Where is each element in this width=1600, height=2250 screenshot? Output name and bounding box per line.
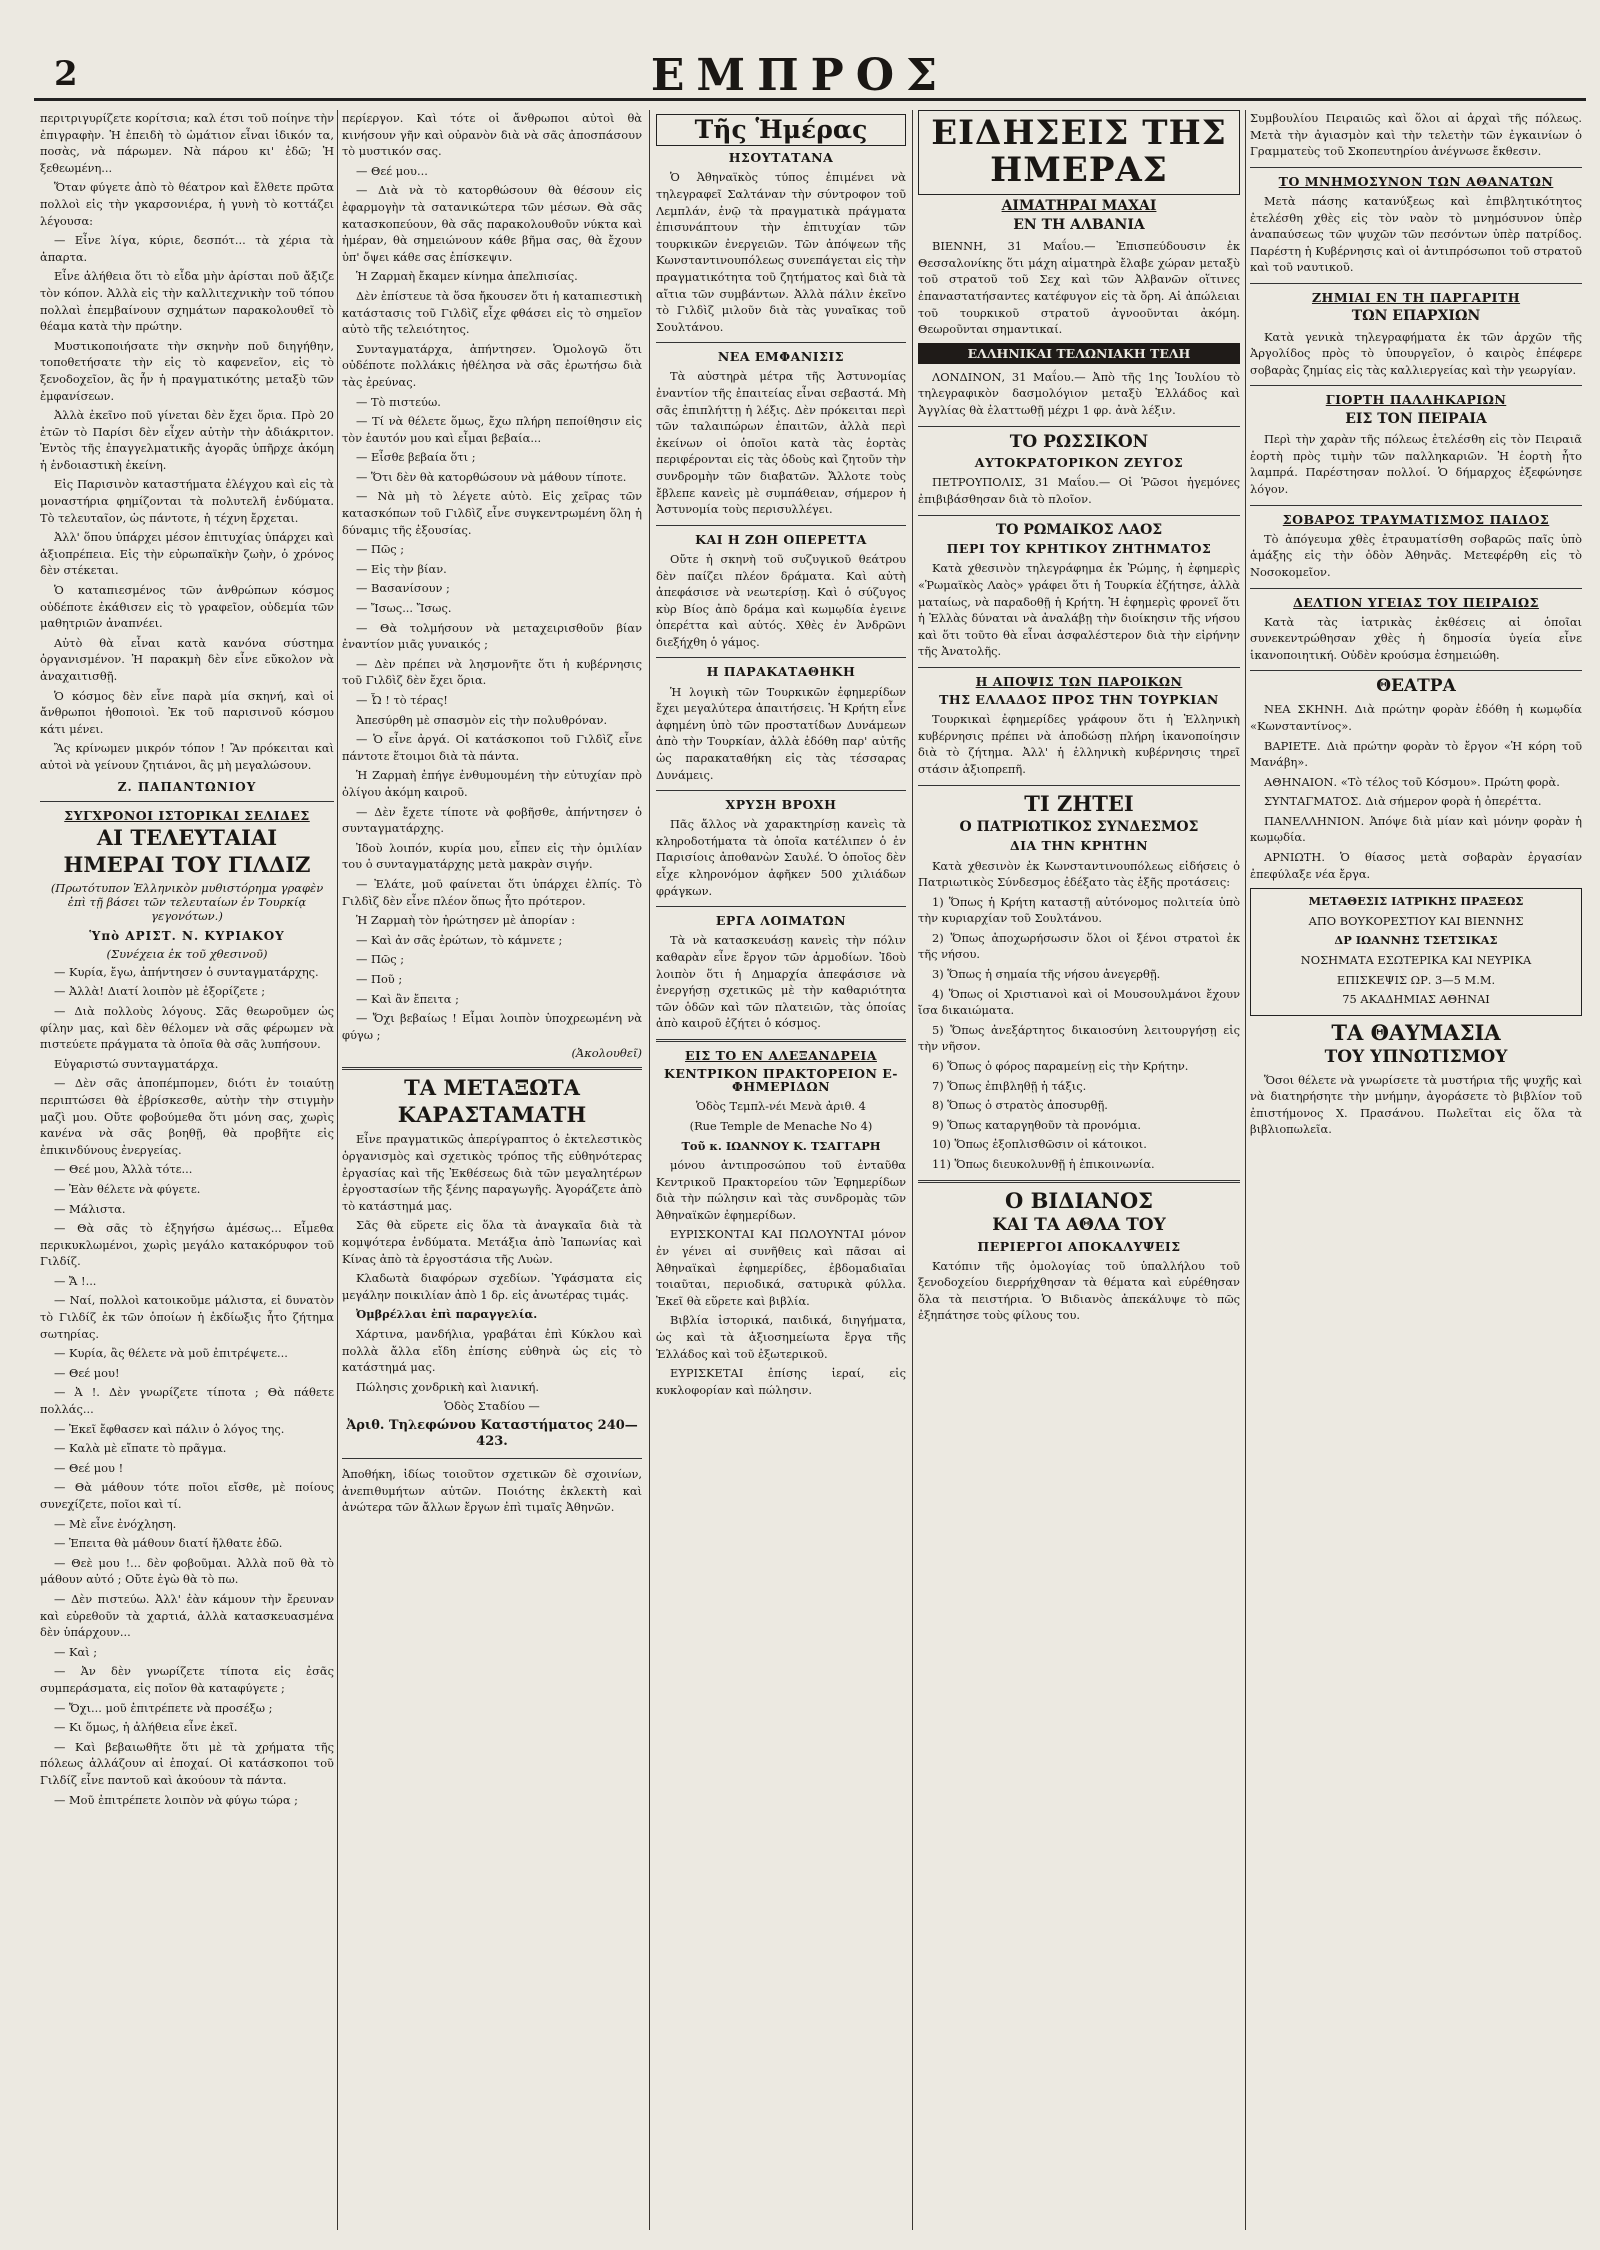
paragraph: Κλαδωτὰ διαφόρων σχεδίων. Ὑφάσματα εἰς μεγάλην ποικιλίαν ἀπὸ 1 δρ. εἰς ἀνωτέρας τιμάς. (342, 1271, 642, 1302)
paragraph: ΕΥΡΙΣΚΟΝΤΑΙ ΚΑΙ ΠΩΛΟΥΝΤΑΙ μόνον ἐν γένει αἱ συνῆθεις καὶ πᾶσαι αἱ Ἀθηναϊκαὶ ἐφημερίδες, ἐβδομαδιαῖαι τοιαῦται, περιοδικά, σατυρικὰ φύλλα. Ἐκεῖ θὰ εὕρετε καὶ βιβλία. (656, 1227, 906, 1308)
divider (918, 426, 1240, 427)
theatre-listing: ΣΥΝΤΑΓΜΑΤΟΣ. Διὰ σήμερον φορὰ ἡ ὀπερέττα. (1264, 794, 1542, 809)
agency-address-fr: (Rue Temple de Menache No 4) (689, 1118, 873, 1133)
dialogue-line: — Καὶ ; (54, 1644, 98, 1659)
ad-line: 75 ΑΚΑΔΗΜΙΑΣ ΑΘΗΝΑΙ (1342, 992, 1490, 1007)
article-title: ΤΟ ΡΩΣΣΙΚΟΝ (1009, 431, 1149, 452)
agency-notice-title: ΕΙΣ ΤΟ ΕΝ ΑΛΕΞΑΝΔΡΕΙΑ (685, 1047, 877, 1063)
column-3 (656, 110, 906, 2230)
dialogue-line: — Ἀν δὲν γνωρίζετε τίποτα εἰς ἐσᾶς συμπεράσματα, εἰς ποῖον θὰ καταφύγετε ; (40, 1664, 334, 1695)
serial-headline-line-1: ΑΙ ΤΕΛΕΥΤΑΙΑΙ (96, 824, 278, 850)
masthead-rule (34, 98, 1586, 101)
ad-title: ΜΕΤΑΘΕΣΙΣ ΙΑΤΡΙΚΗΣ ΠΡΑΞΕΩΣ (1308, 894, 1524, 909)
paragraph: — Ὦ ! τὸ τέρας! (356, 693, 448, 707)
dialogue-line: — Ἐὰν θέλετε νὰ φύγετε. (54, 1181, 201, 1196)
paragraph: Ἀπεσύρθη μὲ σπασμὸν εἰς τὴν πολυθρόναν. (356, 712, 608, 727)
paragraph: Συνταγματάρχα, ἀπήντησεν. Ὁμολογῶ ὅτι οὐδέποτε πολλάκις ἠθέλησα νὰ σᾶς ἐρωτήσω διὰ τὰς ἐρεύνας. (342, 341, 642, 389)
dialogue-line: — Κυρία, ἔγω, ἀπήντησεν ὁ συνταγματάρχης. (54, 964, 319, 979)
item-title: Η ΠΑΡΑΚΑΤΑΘΗΚΗ (706, 664, 856, 680)
dialogue-line: — Μὲ εἶνε ἐνόχληση. (54, 1516, 177, 1531)
paragraph: Συμβουλίου Πειραιῶς καὶ ὅλοι αἱ ἀρχαὶ τῆς πόλεως. Μετὰ τὴν ἀγιασμὸν καὶ τὴν τελετὴν τῶν ἐγκαινίων ὁ Γραμματεὺς τοῦ Σκοπευτηρίου ἀνέγνωσε ἔκθεσιν. (1250, 111, 1582, 159)
paragraph: — Δὲν πρέπει νὰ λησμονῆτε ὅτι ἡ κυβέρνησις τοῦ Γιλδὶζ δὲν ἔχει ὅρια. (342, 656, 642, 688)
paragraph: — Ἐλάτε, μοῦ φαίνεται ὅτι ὑπάρχει ἐλπίς. Τὸ Γιλδὶζ δὲν εἶνε πλέον ὅπως ἦτο πρότερον. (342, 876, 642, 908)
ad-line: ΑΠΟ ΒΟΥΚΟΡΕΣΤΙΟΥ ΚΑΙ ΒΙΕΝΝΗΣ (1308, 913, 1524, 928)
article-title: Ο ΒΙΔΙΑΝΟΣ (1005, 1187, 1153, 1213)
divider (656, 342, 906, 343)
paragraph: Εἰς Παρισινὸν καταστήματα ἐλέγχου καὶ εἰς τὰ μοναστήρια φημίζονται τὰ πολυτελῆ ἐνδύματα. Τὸ τελευταῖον, ὡς πάντοτε, ἡ τέχνη ἔρχεται. (40, 477, 334, 525)
divider (1250, 670, 1582, 671)
article-subtitle: ΤΟΥ ΥΠΝΩΤΙΣΜΟΥ (1324, 1046, 1508, 1067)
serial-story (40, 964, 334, 1808)
divider (656, 906, 906, 907)
shop-address: Ὁδὸς Σταδίου — (444, 1399, 540, 1414)
paragraph: — Θὰ τολμήσουν νὰ μεταχειρισθοῦν βίαν ἐναντίον μιᾶς γυναικός ; (342, 620, 642, 652)
theatre-listing: ΝΕΑ ΣΚΗΝΗ. Διὰ πρώτην φορὰν ἐδόθη ἡ κωμῳδία «Κωνσταντίνος». (1250, 702, 1582, 733)
section-label: ΣΥΓΧΡΟΝΟΙ ΙΣΤΟΡΙΚΑΙ ΣΕΛΙΔΕΣ (64, 807, 310, 823)
column-4 (918, 110, 1240, 2230)
article-title: ΔΕΛΤΙΟΝ ΥΓΕΙΑΣ ΤΟΥ ΠΕΙΡΑΙΩΣ (1293, 594, 1539, 610)
paragraph: Ἡ Ζαρμαὴ ἔκαμεν κίνημα ἀπελπισίας. (356, 269, 578, 284)
paragraph: Μυστικοποιήσατε τὴν σκηνὴν ποῦ διηγήθην, τοποθετήσατε τὴν εἰς τὸ καφενεῖον, εἰς τὸ ξενοδοχεῖον, ἂς ἦν ἡ πραγματικότης μεταξὺ τῶν ἐμφανίσεων. (40, 338, 334, 403)
dialogue-line: — Δὲν σᾶς ἀποπέμπομεν, διότι ἐν τοιαύτῃ περιπτώσει θὰ ἐβρίσκεσθε, αὐτὴν τὴν στιγμὴν μαζὶ μου. Οὔτε φοβούμεθα ὅτι μόνη σας, χωρὶς κανένα νὰ σᾶς βοηθῇ, θὰ προβῆτε εἰς ἐπικινδύνους ἐνεργείας. (40, 1076, 334, 1157)
divider (1250, 167, 1582, 168)
newspaper-page (6, 6, 1594, 2244)
paragraph: — Ὄχι βεβαίως ! Εἶμαι λοιπὸν ὑποχρεωμένη νὰ φύγω ; (342, 1011, 642, 1042)
item-text: Οὔτε ἡ σκηνὴ τοῦ συζυγικοῦ θεάτρου δὲν παίζει πλέον δράματα. Καὶ αὐτὴ ἀπεφάσισε νὰ νεωτερίσῃ. Καὶ ὁ σύζυγος κὺρ Βίος ἀπὸ δράμα καὶ κωμῳδία ἐγεινε ὀπερέττα καὶ αὐτός. Χθὲς ἐν Ἀνδρῶνι διεξήχθη ὁ γάμος. (656, 551, 906, 649)
dialogue-line: — Καὶ βεβαιωθῆτε ὅτι μὲ τὰ χρήματα τῆς πόλεως ἀλλάζουν αἱ ἐποχαί. Οἱ κατάσκοποι τοῦ Γιλδίζ εἶνε παντοῦ καὶ ἀκούουν τὰ πάντα. (40, 1739, 334, 1787)
article-text: Περὶ τὴν χαρὰν τῆς πόλεως ἐτελέσθη εἰς τὸν Πειραιᾶ ἑορτὴ πρὸς τιμὴν τῶν παλληκαριῶν. Ἡ ἑορτὴ ἦτο λαμπρά. Παρέστησαν πολλοί. Ὁ δήμαρχος ἐξεφώνησε λόγον. (1250, 432, 1582, 497)
paragraph: Εἶνε ἀλήθεια ὅτι τὸ εἶδα μὴν ἀρίσται ποῦ ἄξιζε τὸν κόπον. Ἀλλὰ εἰς τὴν καλλιτεχνικὴν τοῦ τόπου πολλαὶ ἐπεμβαίνουν σχημάτων παρακολουθεῖ τὸ θέαμα κατὰ τὴν πρώτην. (40, 269, 334, 334)
list-item: 4) Ὅπως οἱ Χριστιανοὶ καὶ οἱ Μουσουλμάνοι ἔχουν ἴσα δικαιώματα. (918, 986, 1240, 1018)
news-banner: ΕΙΔΗΣΕΙΣ ΤΗΣ ΗΜΕΡΑΣ (918, 110, 1240, 195)
article-title-bar: ΕΛΛΗΝΙΚΑΙ ΤΕΛΩΝΙΑΚΗ ΤΕΛΗ (918, 343, 1240, 364)
article-subtitle: Ο ΠΑΤΡΙΩΤΙΚΟΣ ΣΥΝΔΕΣΜΟΣ (959, 818, 1199, 835)
paragraph: Βιβλία ἱστορικά, παιδικά, διηγήματα, ὡς καὶ τὰ ἀξιοσημείωτα ἔργα τῆς Ἑλλάδος καὶ τοῦ ἐξωτερικοῦ. (656, 1313, 906, 1361)
article-text: Τουρκικαὶ ἐφημερίδες γράφουν ὅτι ἡ Ἑλληνικὴ κυβέρνησις πρέπει νὰ ἀποδώσῃ πλήρη ἱκανοποίησιν διὰ τὸ ζήτημα. Ἀλλ' ἡ ἑλληνικὴ κυβέρνησις τηρεῖ στάσιν ἀξιοπρεπῆ. (918, 712, 1240, 777)
list-item: 7) Ὅπως ἐπιβληθῇ ἡ τάξις. (932, 1078, 1087, 1093)
article-title: ΤΑ ΘΑΥΜΑΣΙΑ (1331, 1019, 1501, 1045)
paragraph: — Καὶ ἂν ἔπειτα ; (356, 991, 459, 1006)
paragraph: — Καὶ ἀν σᾶς ἐρώτων, τὸ κάμνετε ; (356, 932, 563, 947)
shop-phone: Ἀριθ. Τηλεφώνου Καταστήματος 240—423. (346, 1417, 638, 1450)
divider (1250, 505, 1582, 506)
article-title: ΖΗΜΙΑΙ ΕΝ ΤΗ ΠΑΡΓΑΡΙΤΗ (1311, 289, 1521, 305)
paragraph: — Τί νὰ θέλετε ὅμως, ἔχω πλήρη πεποίθησιν εἰς τὸν ἑαυτόν μου καὶ εἶμαι βεβαία... (342, 414, 642, 445)
dialogue-line: — Ναί, πολλοὶ κατοικοῦμε μάλιστα, εἰ δυνατὸν τὸ Γιλδίζ ἐκ τῶν ὁποίων ἡ ἐκδίωξις ἦτο ζήτημα σωτηρίας. (40, 1293, 334, 1341)
article-text: Κατὰ χθεσινὸν τηλεγράφημα ἐκ Ῥώμης, ἡ ἐφημερὶς «Ῥωμαϊκὸς Λαὸς» γράφει ὅτι ἡ Τουρκία ἐζήτησε, ἀλλὰ ματαίως, νὰ παραδοθῇ ἡ Κρήτη. Ἡ ἐφημερὶς φρονεῖ ὅτι ἡ Ἑλλὰς δύναται νὰ ἀναλάβῃ τὴν διοίκησιν τῆς νήσου καὶ ὅτι τοῦτο θὰ εἶναι ἀσφαλέστερον διὰ τὴν εἰρήνην τῆς Ἀνατολῆς. (918, 561, 1240, 659)
dialogue-line: — Θεέ μου! (54, 1365, 120, 1380)
article-title: ΓΙΟΡΤΗ ΠΑΛΛΗΚΑΡΙΩΝ (1325, 392, 1507, 408)
dialogue-line: — Μάλιστα. (54, 1201, 126, 1216)
article-title: ΤΙ ΖΗΤΕΙ (1024, 790, 1134, 816)
divider (40, 801, 334, 802)
column-header: Τῆς Ἡμέρας (656, 114, 906, 146)
dialogue-line: — Ἀλλὰ! Διατί λοιπὸν μὲ ἐξορίζετε ; (54, 984, 266, 999)
paragraph: Ἀποθήκη, ἰδίως τοιοῦτον σχετικῶν δὲ σχοινίων, ἀνεπιθυμήτων αὐτῶν. Ποιότης ἐκλεκτὴ καὶ ἀνώτερα τῶν ἄλλων ἔργων ἐπὶ τιμαῖς Ἀθηνῶν. (342, 1467, 642, 1515)
paragraph: Σᾶς θὰ εὕρετε εἰς ὅλα τὰ ἀναγκαῖα διὰ τὰ κομψότερα ἐνδύματα. Μετάξια ἀπὸ Ἰαπωνίας καὶ Κίνας ἀπὸ τὰ ἐργοστάσια τῆς Λυὼν. (342, 1218, 642, 1266)
list-item: 5) Ὅπως ἀνεξάρτητος δικαιοσύνη λειτουργήσῃ εἰς τὴν νῆσον. (918, 1022, 1240, 1054)
dialogue-line: — Δὲν πιστεύω. Ἀλλ' ἐὰν κάμουν τὴν ἔρευναν καὶ εὑρεθοῦν τὰ χαρτιά, ἀλλὰ κατασκευασμένα δὲν ὑπάρχουν... (40, 1591, 334, 1640)
article-subtitle: ΕΝ ΤΗ ΑΛΒΑΝΙΑ (1013, 217, 1145, 234)
newspaper-title: ΕΜΠΡΟΣ (650, 50, 950, 101)
divider (1250, 588, 1582, 589)
article-text: Ὅσοι θέλετε νὰ γνωρίσετε τὰ μυστήρια τῆς ψυχῆς καὶ νὰ διατηρήσητε τὴν μνήμην, ἀγοράσετε τὸ βιβλίον τοῦ ἐπιστήμονος Χ. Πρασάνου. Πωλεῖται εἰς ὅλα τὰ βιβλιοπωλεῖα. (1250, 1072, 1582, 1137)
ad-line: ΕΠΙΣΚΕΨΙΣ ΩΡ. 3—5 Μ.Μ. (1336, 972, 1496, 987)
dialogue-line: — Θὰ μάθουν τότε ποῖοι εἴσθε, μὲ ποίους συνεχίζετε, ποῖοι καὶ τί. (40, 1480, 334, 1511)
list-item: 10) Ὅπως ἐξοπλισθῶσιν οἱ κάτοικοι. (932, 1137, 1147, 1152)
column-2 (342, 110, 642, 2230)
paragraph: Ὅταν φύγετε ἀπὸ τὸ θέατρον καὶ ἔλθετε πρῶτα πολλοὶ εἰς τὴν γκαρσονιέρα, ἡ γυνὴ τὸ κοττάζει λέγουσα: (40, 180, 334, 228)
ad-line: ΝΟΣΗΜΑΤΑ ΕΣΩΤΕΡΙΚΑ ΚΑΙ ΝΕΥΡΙΚΑ (1300, 953, 1532, 968)
column-divider (337, 110, 338, 2230)
item-title: ΚΑΙ Η ΖΩΗ ΟΠΕΡΕΤΤΑ (695, 531, 867, 547)
news-item (656, 151, 906, 335)
list-item: 8) Ὅπως ὁ στρατὸς ἀποσυρθῇ. (932, 1098, 1108, 1113)
theatre-heading: ΘΕΑΤΡΑ (1376, 676, 1456, 697)
divider (656, 790, 906, 791)
divider (918, 785, 1240, 786)
serial-headline-line-2: ΗΜΕΡΑΙ ΤΟΥ ΓΙΛΔΙΖ (63, 851, 311, 877)
dialogue-line: — Ἐπειτα θὰ μάθουν διατί ἤλθατε ἐδῶ. (54, 1536, 283, 1551)
paragraph: — Εἶνε λίγα, κύριε, δεσπότ... τὰ χέρια τὰ ἀπαρτα. (40, 233, 334, 264)
paragraph: Ἰδοὺ λοιπόν, κυρία μου, εἶπεν εἰς τὴν ὁμιλίαν του ὁ συνταγματάρχης μετὰ μακρὰν σιγήν. (342, 840, 642, 872)
ad-headline-line-2: ΚΑΡΑΣΤΑΜΑΤΗ (397, 1102, 587, 1128)
paragraph: Αὐτὸ θὰ εἶναι κατὰ κανόνα σύστημα ὀργανισμένον. Ἡ παρακμὴ δὲν εἶνε εὔκολον νὰ ἀναχαιτισθῇ. (40, 635, 334, 683)
article-text: Κατὰ τὰς ἰατρικὰς ἐκθέσεις αἱ ὁποῖαι συνεκεντρώθησαν χθὲς ἡ δημοσία ὑγεία εἶνε ἱκανοποιητική. Οὐδὲν κρούσμα ἐσημειώθη. (1250, 614, 1582, 662)
paragraph: ΕΥΡΙΣΚΕΤΑΙ ἐπίσης ἱεραί, εἰς κυκλοφορίαν καὶ πώλησιν. (656, 1366, 906, 1397)
paragraph: Ὁ κόσμος δὲν εἶνε παρὰ μία σκηνή, καὶ οἱ ἄνθρωποι ἠθοποιοὶ. Ἐκ τοῦ παρισινοῦ κόσμου κάτι μένει. (40, 688, 334, 736)
column-1 (40, 110, 334, 2230)
news-item (656, 798, 906, 899)
news-item (656, 350, 906, 517)
article-subtitle: ΤΗΣ ΕΛΛΑΔΟΣ ΠΡΟΣ ΤΗΝ ΤΟΥΡΚΙΑΝ (939, 692, 1219, 708)
serial-subtitle: (Πρωτότυπον Ἑλληνικὸν μυθιστόρημα γραφὲν ἐπὶ τῇ βάσει τῶν τελευταίων ἐν Τουρκίᾳ γεγονότων.) (50, 880, 324, 923)
agency-owner: Τοῦ κ. ΙΩΑΝΝΟΥ Κ. ΤΣΑΓΓΑΡΗ (681, 1138, 881, 1153)
item-title: ΝΕΑ ΕΜΦΑΝΙΣΙΣ (717, 349, 845, 365)
paragraph: — Βασανίσουν ; (356, 581, 450, 596)
dialogue-line: — Καλὰ μὲ εἴπατε τὸ πρᾶγμα. (54, 1441, 227, 1456)
item-title: ΗΣΟΥΤΑΤΑΝΑ (728, 150, 834, 166)
news-item (656, 533, 906, 651)
paragraph: — Εἰς τὴν βίαν. (356, 561, 447, 576)
continued-note: (Ἀκολουθεῖ) (571, 1046, 642, 1061)
article-title: ΑΙΜΑΤΗΡΑΙ ΜΑΧΑΙ (1001, 197, 1157, 214)
theatre-listings (1250, 701, 1582, 882)
divider (656, 525, 906, 526)
paragraph: Δὲν ἐπίστευε τὰ ὅσα ἤκουσεν ὅτι ἡ καταπιεστικὴ κατάστασις τοῦ Γιλδὶζ εἶχε φθάσει εἰς τὸ σημεῖον αὐτὸ τῆς τελειότητος. (342, 288, 642, 337)
dialogue-line: — Θεέ μου ! (54, 1460, 124, 1475)
article-title: Η ΑΠΟΨΙΣ ΤΩΝ ΠΑΡΟΙΚΩΝ (975, 674, 1183, 690)
article-text: Κατόπιν τῆς ὁμολογίας τοῦ ὑπαλλήλου τοῦ ξενοδοχείου διερρήχθησαν τὰ θέματα καὶ εὑρέθησαν ὅλα τὰ πειστήρια. Ὁ Βιδιανὸς ἀπεκάλυψε τὸ πῶς ἐξηπάτησε τοὺς φίλους του. (918, 1258, 1240, 1323)
column-5 (1250, 110, 1582, 2230)
dialogue-line: — Κι ὅμως, ἡ ἀλήθεια εἶνε ἐκεῖ. (54, 1720, 238, 1735)
dialogue-line: — Ἐκεῖ ἔφθασεν καὶ πάλιν ὁ λόγος της. (54, 1421, 285, 1436)
divider (918, 515, 1240, 516)
article-subtitle: ΠΕΡΙ ΤΟΥ ΚΡΗΤΙΚΟΥ ΖΗΤΗΜΑΤΟΣ (946, 541, 1212, 557)
article-text: ΛΟΝΔΙΝΟΝ, 31 Μαΐου.— Ἀπὸ τῆς 1ης Ἰουλίου τὸ τηλεγραφικὸν δασμολόγιον μεταξὺ Ἑλλάδος καὶ Ἀγγλίας θὰ ἐλαττωθῇ μέχρι 1 φρ. ἀνὰ λέξιν. (918, 369, 1240, 417)
dialogue-line: — Μοῦ ἐπιτρέπετε λοιπὸν νὰ φύγω τώρα ; (54, 1792, 298, 1807)
paragraph: Εἶνε πραγματικῶς ἀπερίγραπτος ὁ ἐκτελεστικὸς ὁργανισμὸς καὶ σχετικὸς τρόπος τῆς εὐθηνότερας ἐργασίας καὶ τῆς Ἐκθέσεως διὰ τῶν μεγαλητέρων ἐργοστασίων τῆς ξένης παραγωγῆς. Ἀγοράζετε ἀπὸ τὸ κατάστημά μας. (342, 1132, 642, 1213)
doctor-advertisement (1250, 888, 1582, 1016)
paragraph: — Διὰ νὰ τὸ κατορθώσουν θὰ θέσουν εἰς ἐφαρμογὴν τὰ σατανικώτερα τῶν μέσων. Θὰ σᾶς κατασκοπεύουν, θὰ σᾶς παρακολουθοῦν νύκτα καὶ ἡμέραν, θὰ σημειώνουν κάθε βῆμα σας, θὰ ἔχουν ὑπ' ὄψει κάθε σας ἐπίσκεψιν. (342, 183, 642, 264)
article-subtitle: ΕΙΣ ΤΟΝ ΠΕΙΡΑΙΑ (1345, 410, 1487, 427)
item-title: ΕΡΓΑ ΛΟΙΜΑΤΩΝ (715, 913, 847, 929)
paragraph: — Νὰ μὴ τὸ λέγετε αὐτὸ. Εἰς χεῖρας τῶν κατασκόπων τοῦ Γιλδὶζ εἶνε συγκεντρωμένη ὅλη ἡ δύναμις τῆς ἐξουσίας. (342, 489, 642, 537)
article-title: ΤΟ ΡΩΜΑΙΚΟΣ ΛΑΟΣ (995, 521, 1163, 538)
paragraph: — Δὲν ἔχετε τίποτε νὰ φοβῆσθε, ἀπήντησεν ὁ συνταγματάρχης. (342, 804, 642, 836)
dialogue-line: — Θὰ σᾶς τὸ ἐξηγήσω ἀμέσως... Εἶμεθα περικυκλωμένοι, χωρὶς μεγάλο κατακόρυφον τοῦ Γιλδίζ. (40, 1221, 334, 1269)
article-text: ΠΕΤΡΟΥΠΟΛΙΣ, 31 Μαΐου.— Οἱ Ῥῶσοι ἡγεμόνες ἐπιβιβάσθησαν διὰ τὸ πλοῖον. (918, 475, 1240, 507)
news-item (656, 914, 906, 1032)
byline: Ζ. ΠΑΠΑΝΤΩΝΙΟΥ (117, 779, 257, 794)
paragraph: περίεργον. Καὶ τότε οἱ ἄνθρωποι αὐτοὶ θὰ κινήσουν γῆν καὶ οὐρανὸν διὰ νὰ σᾶς ἀποσπάσουν τὸ μυστικόν σας. (342, 111, 642, 159)
paragraph: — Ὁ εἶνε ἀργά. Οἱ κατάσκοποι τοῦ Γιλδὶζ εἶνε πάντοτε ἕτοιμοι διὰ τὰ πάντα. (342, 732, 642, 763)
author-byline: Ὑπὸ ΑΡΙΣΤ. Ν. ΚΥΡΙΑΚΟΥ (89, 928, 285, 943)
list-item: 1) Ὅπως ἡ Κρήτη καταστῇ αὐτόνομος πολιτεία ὑπὸ τὴν κυριαρχίαν τοῦ Σουλτάνου. (918, 894, 1240, 926)
paragraph: Ἡ Ζαρμαὴ ἐπήγε ἐνθυμουμένη τὴν εὐτυχίαν πρὸ ὀλίγου ἀκόμη καιροῦ. (342, 768, 642, 799)
item-text: Τὰ νὰ κατασκευάσῃ κανεὶς τὴν πόλιν καθαρὰν εἶνε ἔργον τῶν ἁρμοδίων. Ἰδοὺ λοιπὸν ὅτι ἡ Δημαρχία ἀπεφάσισε νὰ ἐνεργήσῃ σχετικῶς μὲ τὴν καθαριότητα τῶν ὁδῶν καὶ τῶν πλατειῶν, τὰς ὁποίας ἀπὸ καιροῦ ἐζήτει ὁ κόσμος. (656, 933, 906, 1031)
article-text: Μετὰ πάσης κατανύξεως καὶ ἐπιβλητικότητος ἐτελέσθη χθὲς εἰς τὸν ναὸν τὸ μνημόσυνον ὑπὲρ ἀναπαύσεως τῶν ψυχῶν τῶν πεσόντων ὑπὲρ πατρίδος. Παρέστη ἡ Κυβέρνησις καὶ οἱ ἀντιπρόσωποι τοῦ στρατοῦ καὶ τοῦ ναυτικοῦ. (1250, 193, 1582, 275)
paragraph: Ἀλλ' ὅπου ὑπάρχει μέσον ἐπιτυχίας ὑπάρχει καὶ ἀξιοπρέπεια. Εἰς τὴν εὐρωπαϊκὴν ζωὴν, ὁ χρόνος δὲν στέκεται. (40, 530, 334, 578)
theatre-listing: ΑΘΗΝΑΙΟΝ. «Τὸ τέλος τοῦ Κόσμου». Πρώτη φορὰ. (1264, 774, 1560, 789)
dialogue-line: — Ἀ !. Δὲν γνωρίζετε τίποτα ; Θὰ πάθετε πολλάς... (40, 1385, 334, 1417)
serial-continuation (40, 110, 334, 774)
theatre-listing: ΒΑΡΙΕΤΕ. Διὰ πρώτην φορὰν τὸ ἔργον «Ἡ κόρη τοῦ Μανάβη». (1250, 738, 1582, 770)
paragraph: Ἀλλὰ ἐκεῖνο ποῦ γίνεται δὲν ἔχει ὅρια. Πρὸ 20 ἐτῶν τὸ Παρίσι δὲν εἶχεν αὐτὴν τὴν ἀδιάκριτον. Ἐντὸς τῆς ἐπαγγελματικῆς ἀγορᾶς ὑπῆρχε ἀκόμη ἡ ἐνδοιαστικὴ ἐκείνη. (40, 408, 334, 472)
theatre-listing: ΠΑΝΕΛΛΗΝΙΟΝ. Ἀπόψε διὰ μίαν καὶ μόνην φορὰν ἡ κωμῳδία. (1250, 813, 1582, 845)
item-text: Ὁ Ἀθηναϊκὸς τύπος ἐπιμένει νὰ τηλεγραφεῖ Σαλτάναν τὴν σύντροφον τοῦ Λεμπλάν, ἐνῷ τὰ πραγματικὰ πράγματα ἐπισυνάπτουν τὴν ἐπιτυχίαν τῶν τουρκικῶν ἐνεργειῶν. Τῶν ἀπόψεων τῆς Κωνσταντινουπόλεως συνεπάγεται εἰς τὴν πραγματικότητα τοῦ ζητήματος καὶ διὰ τὰ αἴτια τῶν συμβάντων. Ἀλλὰ πάλιν ἐκεῖνο τὸ Γιλδὶζ μιλοῦν διὰ τὰς γυναῖκας τοῦ Σουλτάνου. (656, 170, 906, 334)
column-divider (912, 110, 913, 2230)
dialogue-line: — Διὰ πολλοὺς λόγους. Σᾶς θεωροῦμεν ὡς φίλην μας, καὶ δὲν θέλομεν νὰ σᾶς φέρωμεν νὰ πιστεύετε πράγματα τὰ ὁποῖα θὰ σᾶς λυπήσουν. (40, 1003, 334, 1052)
demands-list (918, 858, 1240, 1173)
item-text: Τὰ αὐστηρὰ μέτρα τῆς Ἀστυνομίας ἐναντίον τῆς ἐπαιτείας εἶναι σεβαστά. Μὴ σᾶς ἐπιπλήττῃ ἡ λέξις. Δὲν πρόκειται περὶ τῶν ταλαιπώρων ἐπαιτῶν, ἀλλὰ περὶ ἐκείνων οἱ ὁποῖοι κατὰ τὰς ἑορτὰς περιφέρονται εἰς τὰς ὁδοὺς καὶ ζητοῦν τὴν συνδρομὴν τῶν διαβατῶν. Ἄλλοτε τοὺς ἔβλεπε κανεὶς μὲ συμπάθειαν, σήμερον ἡ Ἀστυνομία τοὺς περισυλλέγει. (656, 369, 906, 517)
column-divider (1245, 110, 1246, 2230)
dialogue-line: — Θεὲ μου !... δὲν φοβοῦμαι. Ἀλλὰ ποῦ θὰ τὸ μάθουν αὐτό ; Οὔτε ἐγὼ θὰ τὸ πω. (40, 1555, 334, 1587)
column-divider (649, 110, 650, 2230)
paragraph: Ὁ καταπιεσμένος τῶν ἀνθρώπων κόσμος οὐδέποτε ἐκάθισεν εἰς τὸ γραφεῖον, οὐδεμία τῶν μαθητριῶν ἀναπνέει. (40, 583, 334, 631)
paragraph: Πώλησις χονδρικὴ καὶ λιανική. (356, 1379, 540, 1394)
dialogue-line: — Κυρία, ἂς θέλετε νὰ μοῦ ἐπιτρέψετε... (54, 1346, 288, 1361)
article-text: Τὸ ἀπόγευμα χθὲς ἐτραυματίσθη σοβαρῶς παῖς ὑπὸ ἁμάξης εἰς τὴν ὁδὸν Ἀθηνᾶς. Μετεφέρθη εἰς τὸ Νοσοκομεῖον. (1250, 531, 1582, 579)
dialogue-line: Εὐγαριστώ συνταγματάρχα. (54, 1056, 219, 1071)
agency-notice-subtitle: ΚΕΝΤΡΙΚΟΝ ΠΡΑΚΤΟΡΕΙΟΝ Ε-ΦΗΜΕΡΙΔΩΝ (663, 1066, 898, 1095)
paragraph: Ὀμβρέλλαι ἐπὶ παραγγελία. (356, 1307, 538, 1322)
paragraph: — Ὅτι δὲν θὰ κατορθώσουν νὰ μάθουν τίποτε. (356, 469, 627, 484)
page-number: 2 (54, 54, 78, 94)
paragraph: μόνου ἀντιπροσώπου τοῦ ἐνταῦθα Κεντρικοῦ Πρακτορείου τῶν Ἐφημερίδων διὰ τὴν πώλησιν καὶ τὰς συνδρομὰς τῶν Ἀθηναϊκῶν ἐφημερίδων. (656, 1158, 906, 1222)
list-item: 6) Ὅπως ὁ φόρος παραμείνῃ εἰς τὴν Κρήτην. (932, 1059, 1189, 1074)
divider (1250, 385, 1582, 386)
divider (918, 667, 1240, 668)
divider (342, 1458, 642, 1459)
article-subtitle: ΚΑΙ ΤΑ ΑΘΛΑ ΤΟΥ (992, 1214, 1166, 1235)
divider (1250, 283, 1582, 284)
paragraph: περιτριγυρίζετε κορίτσια; καλ έτσι τοῦ ποίηνε τὴν ἐπιγραφὴν. Ἡ ἐπειδὴ τὸ ὠμάτιον εἶναι ἱδικόν τα, ποσὰς, νὰ πάρωμεν. Νὰ πάρου κι' ἐδῶ; Ἡ ξεθεωμένη... (40, 111, 334, 175)
list-item: 11) Ὅπως διευκολυνθῇ ἡ ἐπικοινωνία. (932, 1157, 1155, 1172)
dialogue-line: — Ἄ !... (54, 1273, 97, 1288)
divider (656, 1039, 906, 1042)
ad-line: ΔΡ ΙΩΑΝΝΗΣ ΤΣΕΤΣΙΚΑΣ (1334, 933, 1498, 948)
list-item: 2) Ὅπως ἀποχωρήσωσιν ὅλοι οἱ ξένοι στρατοὶ ἐκ τῆς νήσου. (918, 930, 1240, 962)
paragraph: — Ἴσως... Ἴσως. (356, 601, 452, 616)
article-text: ΒΙΕΝΝΗ, 31 Μαΐου.— Ἐπισπεύδουσιν ἐκ Θεσσαλονίκης ὅτι μάχη αἱματηρὰ ἔλαβε χώραν μεταξὺ τοῦ στρατοῦ τοῦ Σεχ καὶ τῶν Ἀλβανῶν οἵτινες ἐπαναστατήσαντες κατέφυγον εἰς τὰ ὄρη. Αἱ ἀπώλειαι τοῦ τουρκικοῦ στρατοῦ ἀγνοοῦνται ἀκόμη. Θεωροῦνται σημαντικαί. (918, 239, 1240, 337)
article-subtitle: ΠΕΡΙΕΡΓΟΙ ΑΠΟΚΑΛΥΨΕΙΣ (977, 1238, 1181, 1254)
paragraph: — Πῶς ; (356, 952, 405, 967)
paragraph: Χάρτινα, μανδήλια, γραβάται ἐπὶ Κύκλου καὶ πολλὰ ἄλλα εἴδη ἐπίσης εὐθηνὰ ὡς εἰς τὸ κατάστημά μας. (342, 1326, 642, 1375)
agency-address: Ὁδὸς Τεμπλ-νέι Μενὰ ἀριθ. 4 (696, 1099, 866, 1114)
divider (342, 1067, 642, 1070)
continued-from-note: (Συνέχεια ἐκ τοῦ χθεσινοῦ) (106, 946, 268, 961)
article-title: ΣΟΒΑΡΟΣ ΤΡΑΥΜΑΤΙΣΜΟΣ ΠΑΙΔΟΣ (1282, 511, 1550, 527)
paragraph: — Θεέ μου... (356, 163, 428, 178)
article-subtitle: ΔΙΑ ΤΗΝ ΚΡΗΤΗΝ (1009, 838, 1149, 854)
divider (656, 657, 906, 658)
paragraph: — Τὸ πιστεύω. (356, 394, 441, 409)
list-item: Κατὰ χθεσινὸν ἐκ Κωνσταντινουπόλεως εἰδήσεις ὁ Πατριωτικὸς Σύνδεσμος ἐδέξατο τὰς ἑξῆς προτάσεις: (918, 858, 1240, 890)
article-subtitle: ΤΩΝ ΕΠΑΡΧΙΩΝ (1351, 308, 1481, 324)
paragraph: — Πῶς ; (356, 542, 405, 557)
paragraph: — Εἶσθε βεβαία ὅτι ; (356, 450, 476, 465)
theatre-listing: ΑΡΝΙΩΤΗ. Ὁ θίασος μετὰ σοβαρὰν ἐργασίαν ἐπεφύλαξε νέα ἔργα. (1250, 850, 1582, 881)
article-subtitle: ΑΥΤΟΚΡΑΤΟΡΙΚΟΝ ΖΕΥΓΟΣ (974, 455, 1184, 471)
shop-advertisement (342, 1131, 642, 1451)
paragraph: Ἡ Ζαρμαὴ τὸν ἠρώτησεν μὲ ἀπορίαν : (356, 913, 576, 928)
masthead (6, 6, 1594, 101)
article-title: ΤΟ ΜΝΗΜΟΣΥΝΟΝ ΤΩΝ ΑΘΑΝΑΤΩΝ (1278, 173, 1554, 189)
paragraph: — Ποῦ ; (356, 971, 403, 986)
serial-story-continued (342, 110, 642, 1043)
divider (918, 1180, 1240, 1183)
paragraph: Ἂς κρίνωμεν μικρόν τόπον ! Ἂν πρόκειται καὶ αὐτοὶ νὰ γείνουν ζητιάνοι, ἂς μὴ μεγαλώσουν. (40, 741, 334, 772)
dialogue-line: — Θεέ μου, Ἀλλὰ τότε... (54, 1162, 193, 1177)
list-item: 9) Ὅπως καταργηθοῦν τὰ προνόμια. (932, 1117, 1142, 1132)
item-text: Ἡ λογικὴ τῶν Τουρκικῶν ἐφημερίδων ἔχει μεγαλύτερα ἀπαιτήσεις. Ἡ Κρήτη εἶνε ἀφημένη ὑπὸ τῶν προστατίδων Δυνάμεων ἀπὸ τὴν Τουρκίαν, ἀλλὰ ἐδόθη παρ' αὐτῆς ὡς παρακαταθήκη εἰς τὰς τέσσαρας Δυνάμεις. (656, 684, 906, 782)
item-title: ΧΡΥΣΗ ΒΡΟΧΗ (725, 797, 837, 813)
news-item (656, 665, 906, 783)
ad-headline-line-1: ΤΑ ΜΕΤΑΞΩΤΑ (404, 1075, 580, 1101)
article-text: Κατὰ γενικὰ τηλεγραφήματα ἐκ τῶν ἀρχῶν τῆς Ἀργολίδος πρὸς τὸ ὑπουργεῖον, ὁ καιρὸς ἐπέφερε σοβαρὰς ζημίας εἰς τὰς καλλιεργείας καὶ τὴν γεωργίαν. (1250, 329, 1582, 377)
list-item: 3) Ὅπως ἡ σημαία τῆς νήσου ἀνεγερθῇ. (932, 967, 1161, 982)
item-text: Πᾶς ἄλλος νὰ χαρακτηρίσῃ κανεὶς τὰ κληροδοτήματα τὰ ὁποῖα κατέλιπεν ὁ ἐν Παρισίοις ἀποθανὼν Σαυλέ. Ὁ ὁποῖος δὲν εἶχε κληρονόμον ἀφῆκεν 500 χιλιάδων φράγκων. (656, 817, 906, 898)
dialogue-line: — Ὄχι... μοῦ ἐπιτρέπετε νὰ προσέξω ; (54, 1700, 273, 1715)
